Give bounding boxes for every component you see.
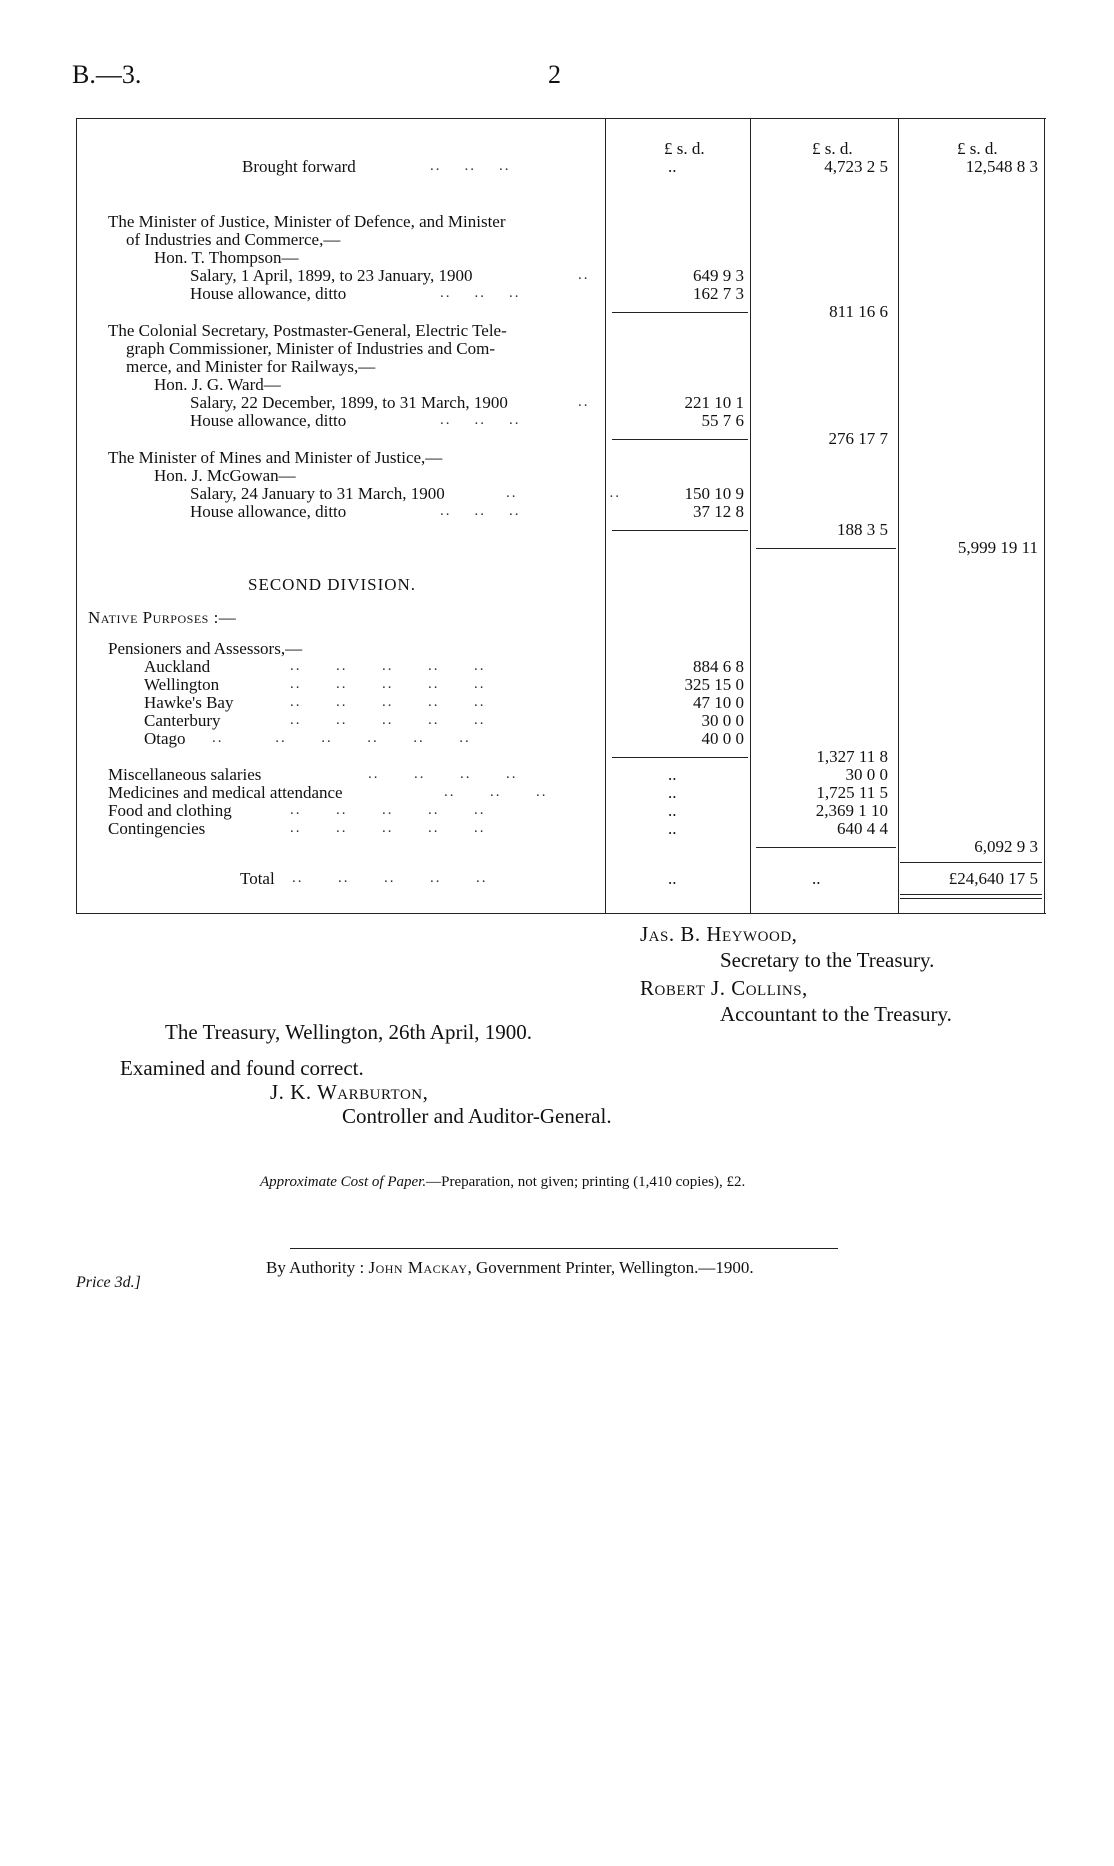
- misc-row-c1: ..: [668, 783, 677, 802]
- cost-of-paper-note: [260, 1174, 745, 1191]
- column-head-total: £ s. d.: [957, 139, 998, 158]
- minister1-subtotal: 811 16 6: [829, 302, 888, 321]
- minister3-salary-amount: 150 10 9: [684, 484, 744, 503]
- minister1-house-label: House allowance, ditto: [190, 284, 347, 303]
- misc-row-label: Medicines and medical attendance: [108, 783, 343, 802]
- price: Price 3d.]: [76, 1274, 141, 1291]
- document-number: B.—3.: [72, 60, 142, 89]
- minister3-house-amount: 37 12 8: [693, 502, 744, 521]
- minister2-subtotal: 276 17 7: [828, 429, 888, 448]
- misc-row-c1: ..: [668, 765, 677, 784]
- native-group-total: 6,092 9 3: [974, 837, 1038, 856]
- pensioners-subtotal: 1,327 11 8: [816, 747, 888, 766]
- pensioner-row-amount: 40 0 0: [701, 729, 744, 748]
- minister2-salary-amount: 221 10 1: [684, 393, 744, 412]
- misc-row-c1: ..: [668, 801, 677, 820]
- pensioner-row-amount: 30 0 0: [701, 711, 744, 730]
- misc-row-label: Miscellaneous salaries: [108, 765, 262, 784]
- pensioner-row-label: Hawke's Bay: [144, 693, 234, 712]
- column-head-subtotal: £ s. d.: [812, 139, 853, 158]
- minister2-title-line3: merce, and Minister for Railways,—: [126, 357, 376, 376]
- minister3-title-line1: The Minister of Mines and Minister of Justice,—: [108, 448, 443, 467]
- minister1-salary-label: Salary, 1 April, 1899, to 23 January, 1900: [190, 266, 473, 285]
- printer-imprint: [266, 1258, 754, 1278]
- imprint-rest: , Government Printer, Wellington.—1900.: [467, 1258, 754, 1277]
- minister3-salary-label: Salary, 24 January to 31 March, 1900: [190, 484, 445, 503]
- minister3-house-label: House allowance, ditto: [190, 502, 347, 521]
- minister2-house-label: House allowance, ditto: [190, 411, 347, 430]
- misc-row-c1: ..: [668, 819, 677, 838]
- pensioner-row-label: Otago: [144, 729, 186, 748]
- column-head-detail: £ s. d.: [664, 139, 705, 158]
- misc-row-amount: 30 0 0: [845, 765, 888, 784]
- pensioner-row-amount: 47 10 0: [693, 693, 744, 712]
- cost-of-paper-text: —Preparation, not given; printing (1,410 copies), £2.: [426, 1174, 746, 1190]
- grand-total: £24,640 17 5: [948, 869, 1038, 888]
- examined-note: Examined and found correct.: [120, 1056, 364, 1080]
- misc-row-amount: 1,725 11 5: [816, 783, 888, 802]
- pensioner-row-amount: 325 15 0: [684, 675, 744, 694]
- minister2-title-line2: graph Commissioner, Minister of Industries and Com-: [126, 339, 496, 358]
- ministers-group-total: 5,999 19 11: [957, 538, 1038, 557]
- accountant-title: Accountant to the Treasury.: [720, 1002, 952, 1026]
- pensioner-row-amount: 884 6 8: [693, 657, 744, 676]
- printer-name: John Mackay: [368, 1258, 468, 1277]
- minister2-salary-label: Salary, 22 December, 1899, to 31 March, 1900: [190, 393, 508, 412]
- place-and-date: The Treasury, Wellington, 26th April, 1900.: [165, 1020, 532, 1044]
- imprint-label: By Authority :: [266, 1258, 369, 1277]
- minister1-title-line2: of Industries and Commerce,—: [126, 230, 341, 249]
- total-label: Total: [240, 869, 275, 888]
- native-purposes-heading: Native Purposes :—: [88, 608, 237, 627]
- pensioners-heading: Pensioners and Assessors,—: [108, 639, 303, 658]
- misc-row-label: Contingencies: [108, 819, 206, 838]
- minister2-title-line1: The Colonial Secretary, Postmaster-General, Electric Tele-: [108, 321, 507, 340]
- brought-forward-c2: 4,723 2 5: [824, 157, 888, 176]
- minister2-house-amount: 55 7 6: [701, 411, 744, 430]
- minister1-title-line1: The Minister of Justice, Minister of Defence, and Minister: [108, 212, 506, 231]
- second-division-heading: SECOND DIVISION.: [248, 575, 417, 594]
- misc-row-label: Food and clothing: [108, 801, 232, 820]
- minister1-salary-amount: 649 9 3: [693, 266, 744, 285]
- misc-row-amount: 2,369 1 10: [815, 801, 888, 820]
- pensioner-row-label: Auckland: [144, 657, 211, 676]
- misc-row-amount: 640 4 4: [837, 819, 888, 838]
- page-number: 2: [548, 60, 561, 89]
- minister3-name: Hon. J. McGowan—: [154, 466, 296, 485]
- accountant-name: Robert J. Collins,: [640, 976, 808, 1000]
- brought-forward-label: Brought forward: [242, 157, 356, 176]
- minister1-house-amount: 162 7 3: [693, 284, 744, 303]
- pensioner-row-label: Wellington: [144, 675, 220, 694]
- total-c1: ..: [668, 869, 677, 888]
- total-c2: ..: [812, 869, 821, 888]
- auditor-name: J. K. Warburton,: [270, 1080, 429, 1104]
- pensioner-row-label: Canterbury: [144, 711, 221, 730]
- cost-of-paper-label: Approximate Cost of Paper.: [260, 1174, 427, 1190]
- secretary-title: Secretary to the Treasury.: [720, 948, 935, 972]
- auditor-title: Controller and Auditor-General.: [342, 1104, 612, 1128]
- minister2-name: Hon. J. G. Ward—: [154, 375, 281, 394]
- minister3-subtotal: 188 3 5: [837, 520, 888, 539]
- brought-forward-c1: ..: [668, 157, 677, 176]
- brought-forward-c3: 12,548 8 3: [965, 157, 1038, 176]
- secretary-name: Jas. B. Heywood,: [640, 922, 798, 946]
- minister1-name: Hon. T. Thompson—: [154, 248, 299, 267]
